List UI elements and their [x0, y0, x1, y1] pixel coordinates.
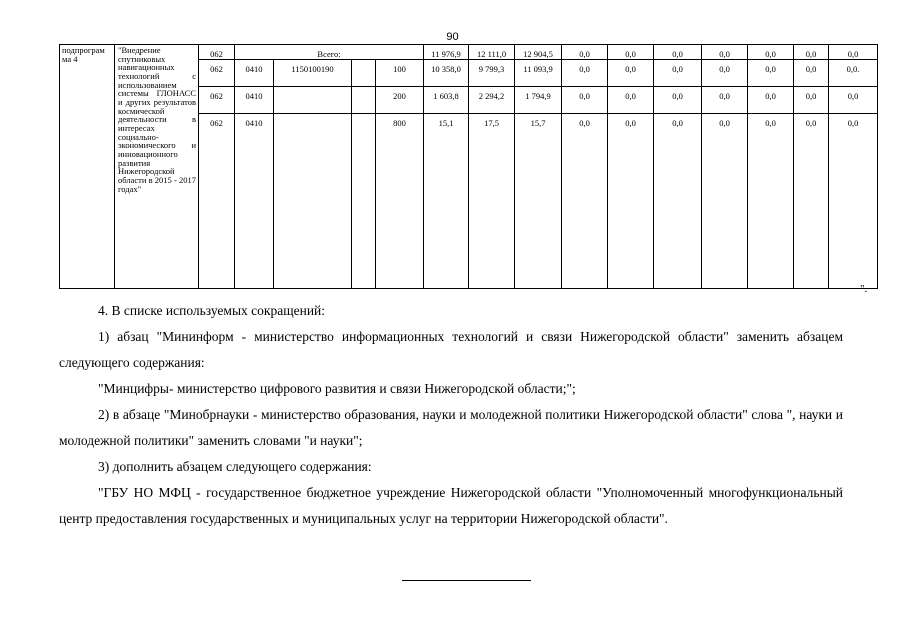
value-cell: 0,0 — [748, 86, 794, 113]
value-cell: 0,0 — [794, 59, 829, 86]
program-description-cell: "Внедрение спутниковых навигационных технологий с использованием системы ГЛОНАСС и других результатов космической деятельности в интересах социально-экономического и инновационного развития Нижегородской области в 2015 - 2017 годах" — [115, 45, 199, 289]
value-cell: 11 093,9 — [515, 59, 562, 86]
value-cell: 0,0 — [702, 113, 748, 288]
value-cell: 0,0 — [562, 45, 608, 60]
rz-cell: 0410 — [235, 113, 274, 288]
value-cell: 12 111,0 — [469, 45, 515, 60]
value-cell: 0,0 — [608, 59, 654, 86]
value-cell: 0,0. — [829, 59, 878, 86]
vr-cell: 100 — [376, 59, 424, 86]
value-cell: 17,5 — [469, 113, 515, 288]
value-cell: 0,0 — [829, 86, 878, 113]
value-cell: 0,0 — [562, 113, 608, 288]
value-cell: 0,0 — [748, 113, 794, 288]
cs-cell — [274, 86, 352, 113]
rz-cell: 0410 — [235, 86, 274, 113]
value-cell: 0,0 — [654, 45, 702, 60]
value-cell: 2 294,2 — [469, 86, 515, 113]
value-cell: 1 794,9 — [515, 86, 562, 113]
value-cell: 10 358,0 — [424, 59, 469, 86]
gr-cell: 062 — [199, 86, 235, 113]
vr-cell: 800 — [376, 113, 424, 288]
value-cell: 0,0 — [702, 86, 748, 113]
value-cell: 0,0 — [562, 59, 608, 86]
value-cell: 15,1 — [424, 113, 469, 288]
value-cell: 0,0 — [829, 45, 878, 60]
budget-table — [59, 44, 878, 289]
value-cell: 9 799,3 — [469, 59, 515, 86]
value-cell: 0,0 — [748, 59, 794, 86]
gr-cell: 062 — [199, 45, 235, 60]
document-body — [59, 298, 843, 532]
value-cell: 0,0 — [794, 86, 829, 113]
value-cell: 0,0 — [654, 86, 702, 113]
vr-cell: 200 — [376, 86, 424, 113]
paragraph-item-2: 2) в абзаце "Минобрнауки - министерство образования, науки и молодежной политики Нижегородской области" слова ", науки и молодежной политики" заменить словами "и науки"; — [59, 407, 843, 448]
value-cell: 0,0 — [608, 113, 654, 288]
value-cell: 0,0 — [654, 113, 702, 288]
value-cell: 0,0 — [608, 45, 654, 60]
paragraph-abbreviations-heading: 4. В списке используемых сокращений: — [98, 303, 326, 318]
spacer-cell — [352, 59, 376, 86]
value-cell: 12 904,5 — [515, 45, 562, 60]
paragraph-mincifry: "Минцифры- министерство цифрового развития и связи Нижегородской области;"; — [98, 381, 576, 396]
spacer-cell — [352, 86, 376, 113]
cs-cell: 1150100190 — [274, 59, 352, 86]
program-label-cell: подпрограм ма 4 — [60, 45, 115, 289]
gr-cell: 062 — [199, 113, 235, 288]
value-cell: 11 976,9 — [424, 45, 469, 60]
gr-cell: 062 — [199, 59, 235, 86]
value-cell: 0,0 — [654, 59, 702, 86]
value-cell: 0,0 — [562, 86, 608, 113]
value-cell: 0,0 — [702, 45, 748, 60]
value-cell: 0,0 — [608, 86, 654, 113]
cs-cell — [274, 113, 352, 288]
closing-quote-mark: ". — [860, 283, 868, 295]
value-cell: 0,0 — [794, 113, 829, 288]
value-cell: 1 603,8 — [424, 86, 469, 113]
value-cell: 0,0 — [829, 113, 878, 288]
table-row — [60, 45, 878, 60]
paragraph-item-1: 1) абзац "Мининформ - министерство информационных технологий и связи Нижегородской области" заменить абзацем следующего содержания: — [59, 329, 843, 370]
paragraph-item-3: 3) дополнить абзацем следующего содержания: — [98, 459, 372, 474]
value-cell: 0,0 — [748, 45, 794, 60]
value-cell: 0,0 — [702, 59, 748, 86]
total-label-cell: Всего: — [235, 45, 424, 60]
end-divider — [402, 580, 531, 581]
value-cell: 15,7 — [515, 113, 562, 288]
page-number: 90 — [446, 31, 459, 43]
paragraph-gbu-mfc: "ГБУ НО МФЦ - государственное бюджетное учреждение Нижегородской области "Уполномоченный многофункциональный центр предоставления государственных и муниципальных услуг на территории Нижегородской области". — [59, 485, 843, 526]
spacer-cell — [352, 113, 376, 288]
rz-cell: 0410 — [235, 59, 274, 86]
value-cell: 0,0 — [794, 45, 829, 60]
